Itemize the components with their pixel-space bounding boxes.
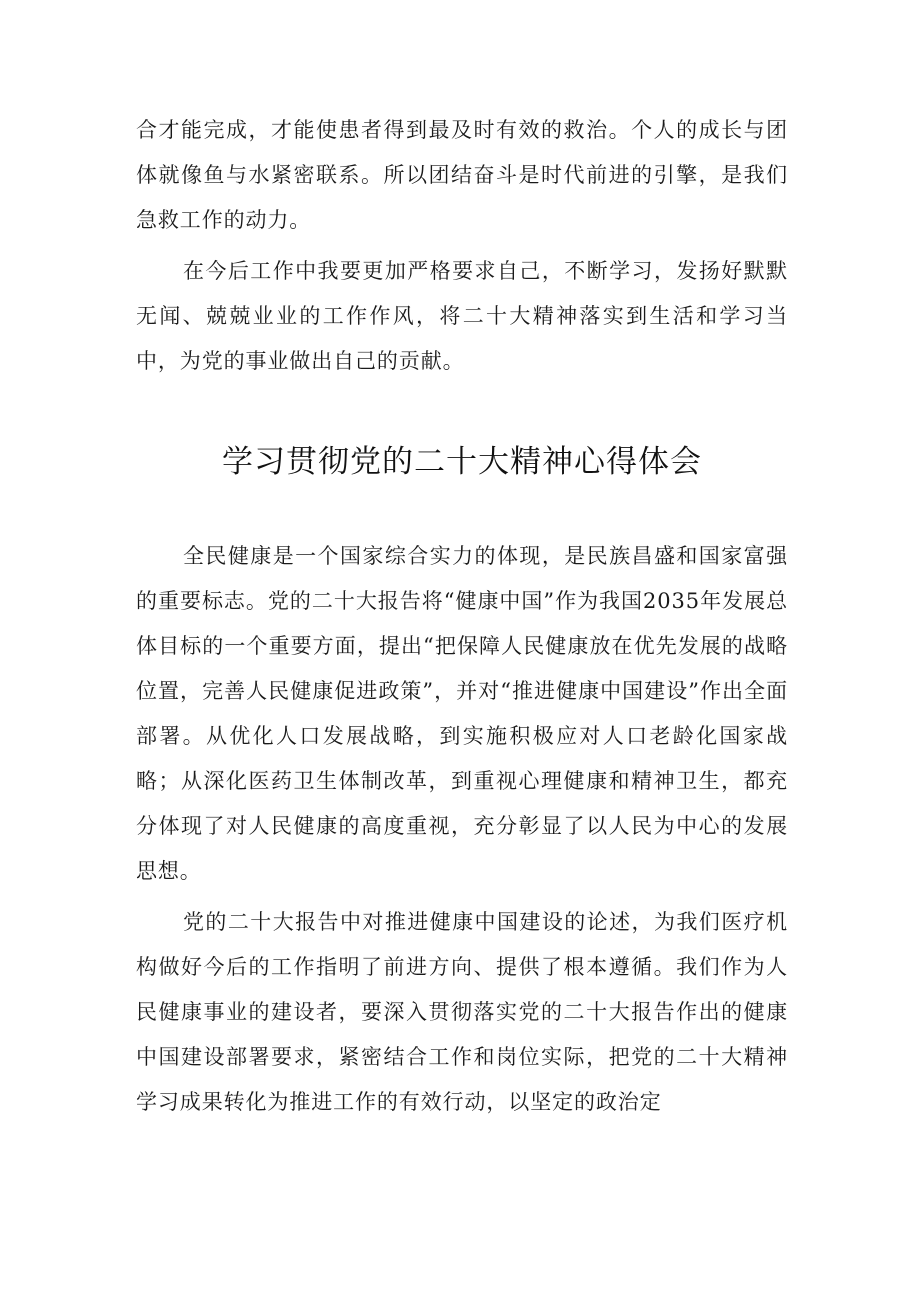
continued-paragraph: 合才能完成，才能使患者得到最及时有效的救治。个人的成长与团体就像鱼与水紧密联系。所以团结奋斗是时代前进的引擎，是我们急救工作的动力。 xyxy=(136,118,788,232)
document-body xyxy=(136,108,788,1125)
closing-paragraph: 在今后工作中我要更加严格要求自己，不断学习，发扬好默默无闻、兢兢业业的工作作风，将二十大精神落实到生活和学习当中，为党的事业做出自己的贡献。 xyxy=(136,259,788,373)
article-title: 学习贯彻党的二十大精神心得体会 xyxy=(222,444,702,480)
article-paragraph-2: 党的二十大报告中对推进健康中国建设的论述，为我们医疗机构做好今后的工作指明了前进方向、提供了根本遵循。我们作为人民健康事业的建设者，要深入贯彻落实党的二十大报告作出的健康中国建设部署要求，紧密结合工作和岗位实际，把党的二十大精神学习成果转化为推进工作的有效行动，以坚定的政治定 xyxy=(136,910,788,1114)
article-paragraph-1: 全民健康是一个国家综合实力的体现，是民族昌盛和国家富强的重要标志。党的二十大报告将“健康中国”作为我国2035年发展总体目标的一个重要方面，提出“把保障人民健康放在优先发展的战略位置，完善人民健康促进政策”，并对“推进健康中国建设”作出全面部署。从优化人口发展战略，到实施积极应对人口老龄化国家战略；从深化医药卫生体制改革，到重视心理健康和精神卫生，都充分体现了对人民健康的高度重视，充分彰显了以人民为中心的发展思想。 xyxy=(136,544,788,883)
